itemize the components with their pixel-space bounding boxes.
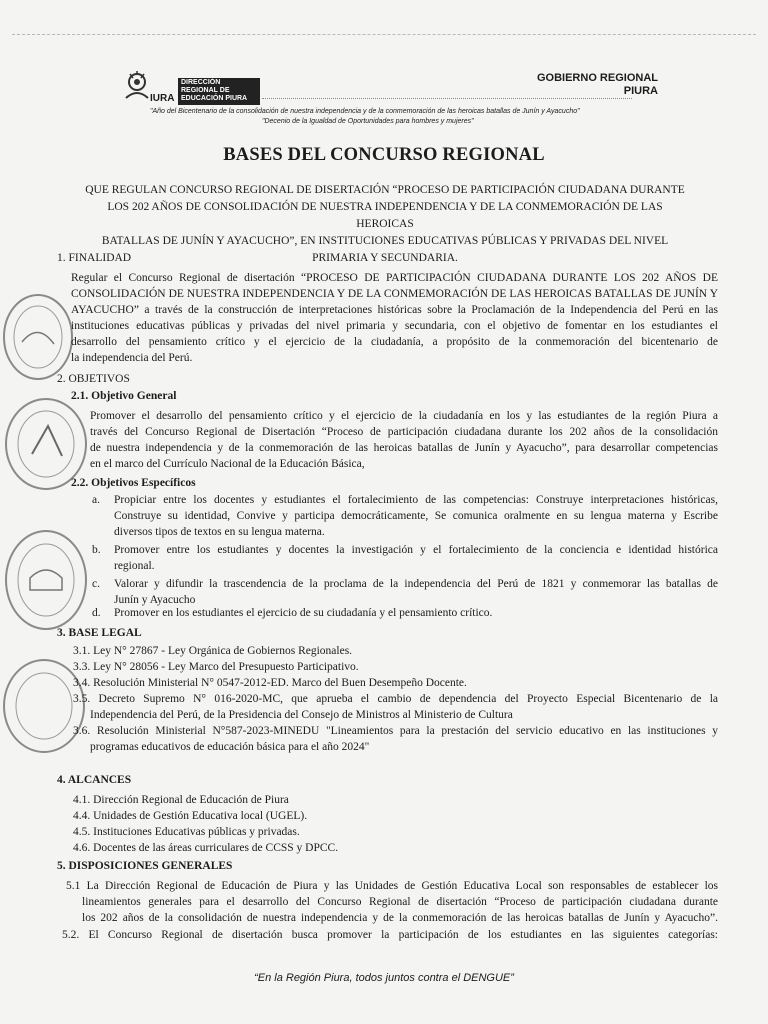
list-item-line: Propiciar entre los docentes y estudiantes el fortalecimiento de las competencias: Construye interpretaciones históricas, <box>114 494 718 506</box>
logo-institution-box: DIRECCIÓN REGIONAL DE EDUCACIÓN PIURA <box>178 78 260 105</box>
list-marker: d. <box>92 607 101 619</box>
list-marker: c. <box>92 578 100 590</box>
year-motto: "Año del Bicentenario de la consolidación de nuestra independencia y de la conmemoración de las heroicas batallas de Junín y Ayacucho" <box>150 108 580 115</box>
scope-item: 4.5. Instituciones Educativas públicas y privadas. <box>73 826 300 838</box>
subsection-heading: 2.1. Objetivo General <box>71 390 177 402</box>
paragraph-line: de nuestra independencia y de la conmemoración de las heroicas batallas de Junín y Ayacucho”, para desarrollar competencias <box>90 442 718 454</box>
paragraph-line: Regular el Concurso Regional de disertación “PROCESO DE PARTICIPACIÓN CIUDADANA DURANTE LOS 202 AÑOS DE <box>71 272 718 284</box>
paragraph-line: en el marco del Currículo Nacional de la Educación Básica, <box>90 458 365 470</box>
paragraph-line: la independencia del Perú. <box>71 352 193 364</box>
paragraph-line: instituciones educativas públicas y privadas del nivel primaria y secundaria, con el objetivo de fomentar en los estudiantes el <box>71 320 718 332</box>
list-item-line: Promover entre los estudiantes y docentes la investigación y el fortalecimiento de la conciencia e identidad histórica <box>114 544 718 556</box>
legal-item: 3.1. Ley N° 27867 - Ley Orgánica de Gobiernos Regionales. <box>73 645 353 657</box>
paragraph-line: Promover el desarrollo del pensamiento crítico y el ejercicio de la ciudadanía en los y las estudiantes de la región Piura a <box>90 410 718 422</box>
list-item-line: diversos tipos de textos en su lengua materna. <box>114 526 325 538</box>
logo-city-text: IURA <box>150 93 175 104</box>
regional-logo-icon <box>122 70 152 102</box>
scope-item: 4.6. Docentes de las áreas curriculares de CCSS y DPCC. <box>73 842 339 854</box>
legal-item: 3.3. Ley N° 28056 - Ley Marco del Presupuesto Participativo. <box>73 661 359 673</box>
scope-item: 4.1. Dirección Regional de Educación de Piura <box>73 794 289 806</box>
list-marker: b. <box>92 544 101 556</box>
list-item-line: Valorar y difundir la trascendencia de la proclama de la independencia del Perú de 1821 y conmemorar las batallas de <box>114 578 718 590</box>
section-heading: 2. OBJETIVOS <box>57 373 130 385</box>
list-marker: a. <box>92 494 100 506</box>
government-line-1: GOBIERNO REGIONAL <box>536 72 658 84</box>
paragraph-line: través del Concurso Regional de Disertación “Proceso de participación ciudadana durante los 202 años de la consolidación <box>90 426 718 438</box>
paragraph-line: desarrollo del pensamiento crítico y el ejercicio de la ciudadanía, a propósito de la conmemoración del bicentenario de <box>71 336 718 348</box>
subtitle-line: BATALLAS DE JUNÍN Y AYACUCHO”, EN INSTITUCIONES EDUCATIVAS PÚBLICAS Y PRIVADAS DEL NIVEL <box>101 235 669 247</box>
list-item-line: Promover en los estudiantes el ejercicio de su ciudadanía y el pensamiento crítico. <box>114 607 493 619</box>
list-item-line: regional. <box>114 560 155 572</box>
decade-motto: "Decenio de la Igualdad de Oportunidades para hombres y mujeres" <box>262 118 474 125</box>
paragraph-line: AYACUCHO” a través de la construcción de interpretaciones históricas sobre la Proclamación de la Independencia del Perú en las <box>71 304 718 316</box>
document-title: BASES DEL CONCURSO REGIONAL <box>223 145 545 165</box>
scope-item: 4.4. Unidades de Gestión Educativa local (UGEL). <box>73 810 308 822</box>
legal-item: programas educativos de educación básica para el año 2024" <box>90 741 370 753</box>
official-stamp-icon <box>4 528 88 632</box>
paragraph-line: los 202 años de la consolidación de nuestra independencia y de la conmemoración de las heroicas batallas de Junín y Ayacucho”. <box>82 912 718 924</box>
document-subtitle <box>85 182 685 267</box>
paragraph-line: 5.1 La Dirección Regional de Educación de Piura y las Unidades de Gestión Educativa Local son responsables de establecer los <box>66 880 718 892</box>
subtitle-line: LOS 202 AÑOS DE CONSOLIDACIÓN DE NUESTRA INDEPENDENCIA Y DE LA CONMEMORACIÓN DE LAS HEROICAS <box>107 201 663 230</box>
paragraph-line: CONSOLIDACIÓN DE NUESTRA INDEPENDENCIA Y DE LA CONMEMORACIÓN DE LAS HEROICAS BATALLAS DE JUNÍN Y <box>71 288 718 300</box>
section-heading: 4. ALCANCES <box>57 774 132 786</box>
official-stamp-icon <box>2 292 74 382</box>
section-heading: 1. FINALIDAD <box>57 252 132 264</box>
subsection-heading: 2.2. Objetivos Específicos <box>71 477 196 489</box>
letterhead <box>0 0 768 150</box>
section-heading: 5. DISPOSICIONES GENERALES <box>57 860 233 872</box>
subtitle-line: PRIMARIA Y SECUNDARIA. <box>312 252 458 264</box>
legal-item: 3.4. Resolución Ministerial N° 0547-2012-ED. Marco del Buen Desempeño Docente. <box>73 677 467 689</box>
paragraph-line: 5.2. El Concurso Regional de disertación busca promover la participación de los estudiantes en las siguientes categorías: <box>62 929 718 941</box>
legal-item: 3.5. Decreto Supremo N° 016-2020-MC, que aprueba el cambio de dependencia del Proyecto Especial Bicentenario de la <box>73 693 718 705</box>
footer-slogan: “En la Región Piura, todos juntos contra el DENGUE” <box>254 972 514 984</box>
list-item-line: Construye su identidad, Convive y participa democráticamente, Se comunica oralmente en su lengua materna y Escribe <box>114 510 718 522</box>
government-name <box>537 72 658 98</box>
subtitle-line: QUE REGULAN CONCURSO REGIONAL DE DISERTACIÓN “PROCESO DE PARTICIPACIÓN CIUDADANA DURANTE <box>85 184 685 196</box>
paragraph-line: lineamientos generales para el desarrollo del Concurso Regional de disertación “Proceso de participación ciudadana durante <box>82 896 718 908</box>
list-item-line: Junín y Ayacucho <box>114 594 196 606</box>
government-line-2: PIURA <box>623 85 658 97</box>
legal-item: Independencia del Perú, de la Presidencia del Consejo de Ministros al Ministerio de Cultura <box>90 709 513 721</box>
legal-item: 3.6. Resolución Ministerial N°587-2023-MINEDU "Lineamientos para la prestación del servicio educativo en las instituciones y <box>73 725 718 737</box>
section-heading: 3. BASE LEGAL <box>57 627 142 639</box>
header-rule <box>262 98 632 99</box>
